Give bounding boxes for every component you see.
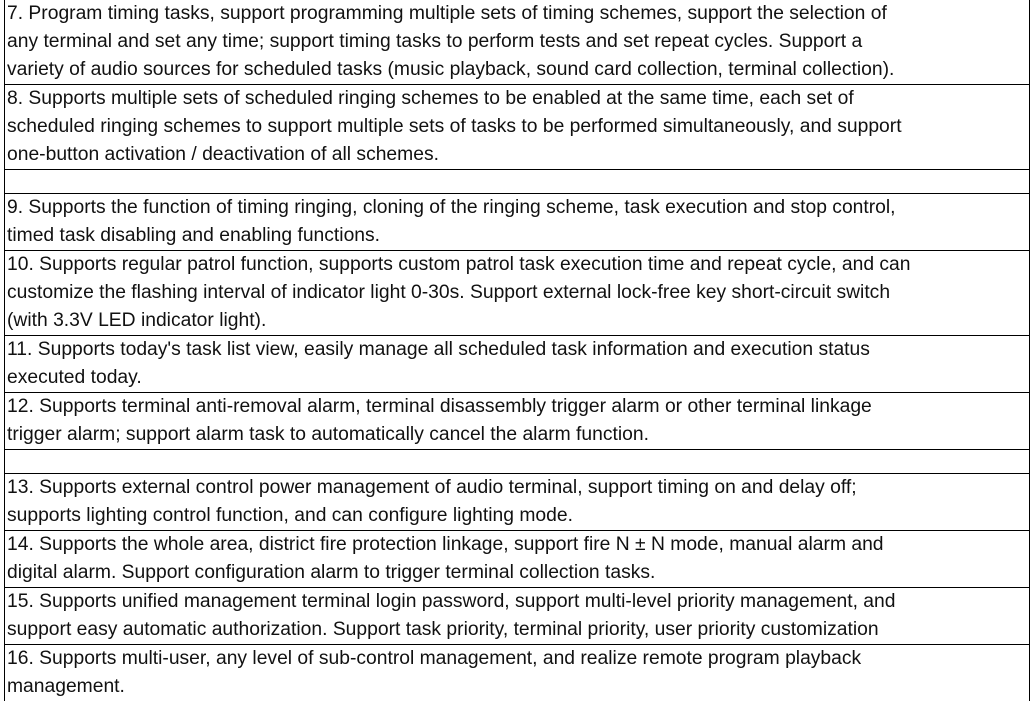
row-text-line: variety of audio sources for scheduled tasks (music playback, sound card collection, terminal collection). [7,59,895,80]
row-text-line: one-button activation / deactivation of all schemes. [7,144,439,165]
row-text-line: 11. Supports today's task list view, easily manage all scheduled task information and execution status [7,339,870,360]
row-text-line: supports lighting control function, and can configure lighting mode. [7,505,573,526]
table-row [5,530,1029,587]
row-text-line: customize the flashing interval of indicator light 0-30s. Support external lock-free key short-circuit switch [7,282,891,303]
row-text-line: trigger alarm; support alarm task to automatically cancel the alarm function. [7,424,649,445]
table-row [5,250,1029,335]
row-text-line: 15. Supports unified management terminal login password, support multi-level priority management, and [7,591,896,612]
row-text-line: support easy automatic authorization. Support task priority, terminal priority, user priority customization [7,619,879,640]
table-row [5,473,1029,530]
row-text-line: any terminal and set any time; support timing tasks to perform tests and set repeat cycles. Support a [7,31,863,52]
row-text-line: 7. Program timing tasks, support programming multiple sets of timing schemes, support the selection of [7,3,887,24]
table-row [5,392,1029,449]
row-text-line: 9. Supports the function of timing ringing, cloning of the ringing scheme, task execution and stop control, [7,197,896,218]
row-text-line: 16. Supports multi-user, any level of sub-control management, and realize remote program playback [7,648,862,669]
row-text-line: executed today. [7,367,142,388]
table-row [5,193,1029,250]
row-text-line: (with 3.3V LED indicator light). [7,310,267,331]
table-row [5,587,1029,644]
row-text-line: scheduled ringing schemes to support multiple sets of tasks to be performed simultaneously, and support [7,116,902,137]
row-text-line: timed task disabling and enabling functions. [7,225,381,246]
row-text-line: 13. Supports external control power management of audio terminal, support timing on and delay off; [7,477,857,498]
row-text-line: 12. Supports terminal anti-removal alarm, terminal disassembly trigger alarm or other terminal linkage [7,396,872,417]
row-text-line: 14. Supports the whole area, district fire protection linkage, support fire N ± N mode, manual alarm and [7,534,884,555]
empty-row [5,449,1029,473]
row-text-line: 8. Supports multiple sets of scheduled ringing schemes to be enabled at the same time, each set of [7,88,854,109]
row-text-line: management. [7,676,125,697]
table-row [5,644,1029,701]
spec-table [4,0,1030,701]
table-row [5,335,1029,392]
empty-row [5,169,1029,193]
table-row [5,0,1029,84]
row-text-line: digital alarm. Support configuration alarm to trigger terminal collection tasks. [7,562,656,583]
row-text-line: 10. Supports regular patrol function, supports custom patrol task execution time and repeat cycle, and can [7,254,911,275]
table-row [5,84,1029,169]
